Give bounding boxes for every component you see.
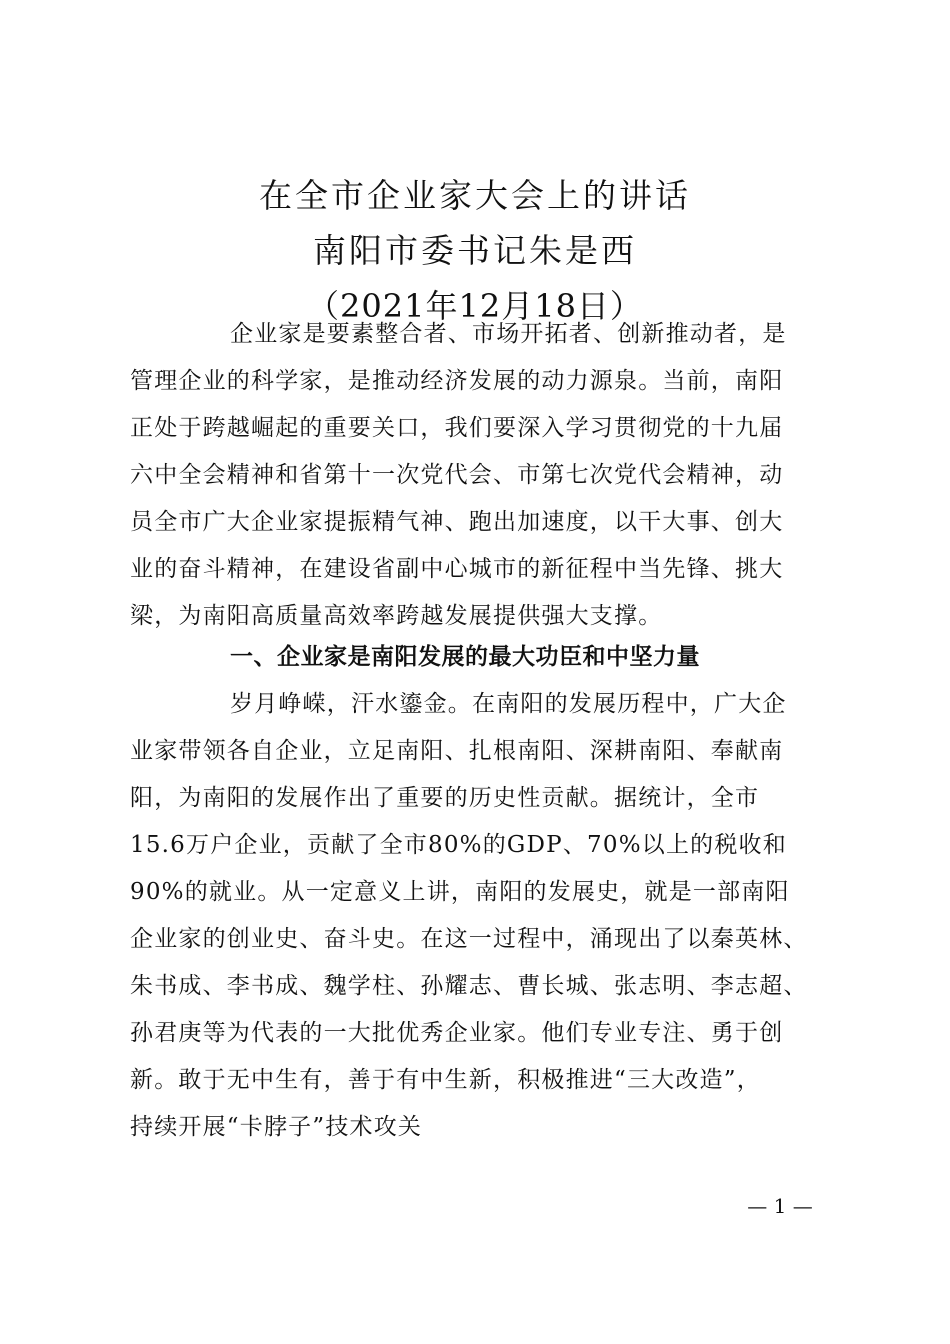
paragraph-line: 企业家是要素整合者、市场开拓者、创新推动者，是 <box>230 321 787 347</box>
document-title: 在全市企业家大会上的讲话 <box>259 176 691 215</box>
title-block <box>0 168 950 334</box>
section-heading: 一、企业家是南阳发展的最大功臣和中坚力量 <box>230 644 700 670</box>
date-line: （2021年12月18日） <box>307 287 643 325</box>
paragraph-line: 管理企业的科学家，是推动经济发展的动力源泉。当前，南阳 <box>130 368 784 394</box>
paragraph-line: 企业家的创业史、奋斗史。在这一过程中，涌现出了以秦英林、 <box>130 926 808 952</box>
paragraph-line: 持续开展“卡脖子”技术攻关 <box>130 1114 423 1140</box>
page-number: — 1 — <box>747 1194 813 1218</box>
paragraph-line: 新。敢于无中生有，善于有中生新，积极推进“三大改造”， <box>130 1067 761 1093</box>
paragraph-line: 梁，为南阳高质量高效率跨越发展提供强大支撑。 <box>130 603 663 629</box>
paragraph-line: 朱书成、李书成、魏学柱、孙耀志、曹长城、张志明、李志超、 <box>130 973 808 999</box>
speaker-line: 南阳市委书记朱是西 <box>313 231 637 270</box>
paragraph-line: 六中全会精神和省第十一次党代会、市第七次党代会精神，动 <box>130 462 784 488</box>
intro-paragraph <box>130 311 825 640</box>
paragraph-line: 员全市广大企业家提振精气神、跑出加速度，以干大事、创大 <box>130 509 784 535</box>
paragraph-line: 岁月峥嵘，汗水鎏金。在南阳的发展历程中，广大企 <box>230 691 787 717</box>
paragraph-line: 90%的就业。从一定意义上讲，南阳的发展史，就是一部南阳 <box>130 879 790 905</box>
paragraph-line: 业的奋斗精神，在建设省副中心城市的新征程中当先锋、挑大 <box>130 556 784 582</box>
paragraph-line: 孙君庚等为代表的一大批优秀企业家。他们专业专注、勇于创 <box>130 1020 784 1046</box>
paragraph-line: 业家带领各自企业，立足南阳、扎根南阳、深耕南阳、奉献南 <box>130 738 784 764</box>
paragraph-line: 正处于跨越崛起的重要关口，我们要深入学习贯彻党的十九届 <box>130 415 784 441</box>
section-paragraph <box>130 681 825 1151</box>
section-heading-block <box>130 634 825 681</box>
paragraph-line: 15.6万户企业，贡献了全市80%的GDP、70%以上的税收和 <box>130 832 787 858</box>
paragraph-line: 阳，为南阳的发展作出了重要的历史性贡献。据统计，全市 <box>130 785 760 811</box>
